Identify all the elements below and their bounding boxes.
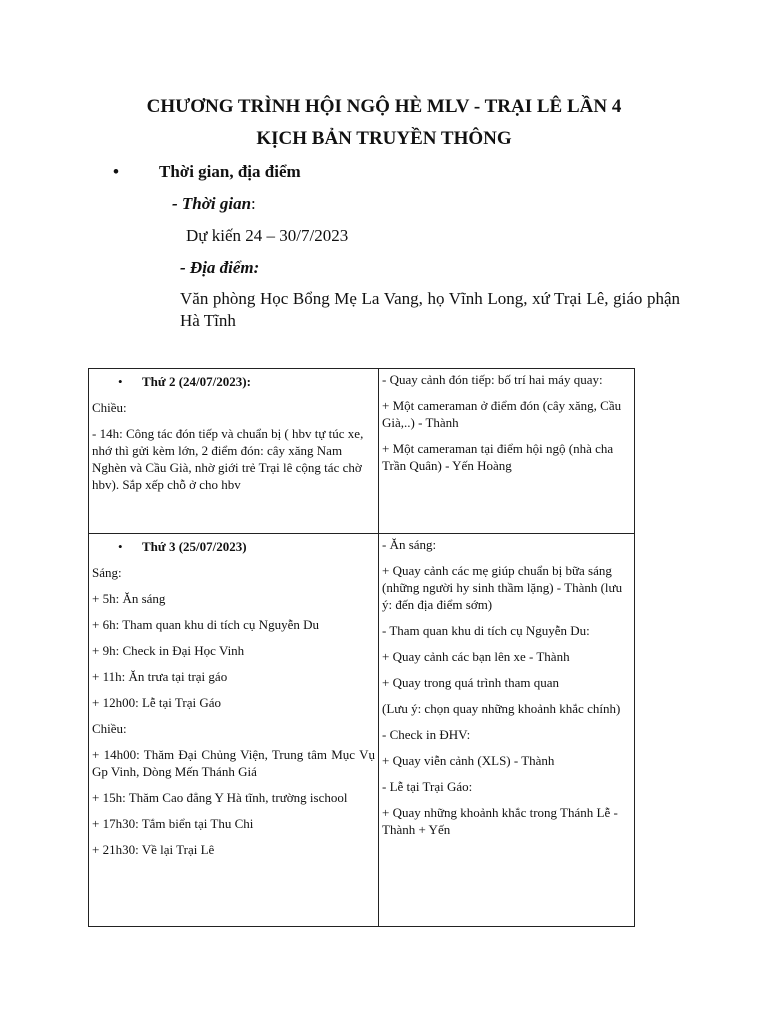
time-colon: : bbox=[251, 194, 256, 213]
media-plan-cell bbox=[379, 534, 635, 927]
document-title: CHƯƠNG TRÌNH HỘI NGỘ HÈ MLV - TRẠI LÊ LẦN 4 bbox=[146, 96, 622, 117]
day-heading-text: Thứ 3 (25/07/2023) bbox=[142, 539, 247, 554]
list-item: - Tham quan khu di tích cụ Nguyễn Du: bbox=[382, 623, 590, 638]
bullet-icon: • bbox=[118, 539, 123, 554]
list-item: Chiều: bbox=[92, 721, 127, 736]
list-item: + Quay trong quá trình tham quan bbox=[382, 675, 560, 690]
list-item: - Ăn sáng: bbox=[382, 537, 437, 552]
list-item: + 14h00: Thăm Đại Chủng Viện, Trung tâm Mục Vụ Gp Vinh, Dòng Mến Thánh Giá bbox=[92, 747, 375, 779]
list-item: - 14h: Công tác đón tiếp và chuẩn bị ( hbv tự túc xe, nhớ thì gửi kèm lớn, 2 điểm đón: cây xăng Nam Nghèn và Cầu Già, nhờ giới trẻ Trại lê cộng tác chờ hbv). Sắp xếp chỗ ở cho hbv bbox=[92, 426, 364, 492]
list-item: - Lễ tại Trại Gáo: bbox=[382, 779, 473, 794]
place-value: Văn phòng Học Bổng Mẹ La Vang, họ Vĩnh Long, xứ Trại Lê, giáo phận Hà Tĩnh bbox=[180, 289, 680, 330]
schedule-table bbox=[88, 368, 635, 927]
day-heading bbox=[92, 538, 375, 555]
list-item: Chiều: bbox=[92, 400, 127, 415]
document-subtitle: KỊCH BẢN TRUYỀN THÔNG bbox=[256, 128, 512, 149]
list-item: (Lưu ý: chọn quay những khoảnh khắc chính) bbox=[382, 701, 621, 716]
list-item: + 21h30: Về lại Trại Lê bbox=[92, 842, 215, 857]
list-item: + 9h: Check in Đại Học Vinh bbox=[92, 643, 245, 658]
list-item: + Quay cảnh các mẹ giúp chuẩn bị bữa sáng (những người hy sinh thầm lặng) - Thành (lưu ý: đến địa điểm sớm) bbox=[382, 563, 623, 612]
list-item: - Check in ĐHV: bbox=[382, 727, 471, 742]
list-item: + 12h00: Lễ tại Trại Gáo bbox=[92, 695, 222, 710]
list-item: - Quay cảnh đón tiếp: bố trí hai máy quay: bbox=[382, 372, 603, 387]
day-heading bbox=[92, 373, 375, 390]
activity-cell bbox=[89, 534, 379, 927]
activity-cell bbox=[89, 369, 379, 534]
list-item: + 5h: Ăn sáng bbox=[92, 591, 166, 606]
time-label: - Thời gian bbox=[172, 194, 252, 213]
day-heading-text: Thứ 2 (24/07/2023): bbox=[142, 374, 251, 389]
list-item: + Quay viễn cảnh (XLS) - Thành bbox=[382, 753, 555, 768]
list-item: + Quay những khoảnh khắc trong Thánh Lễ - Thành + Yến bbox=[382, 805, 618, 837]
section-heading-text: Thời gian, địa điểm bbox=[159, 162, 301, 181]
list-item: + 15h: Thăm Cao đẳng Y Hà tĩnh, trường ischool bbox=[92, 790, 348, 805]
table-row bbox=[89, 369, 635, 534]
table-row bbox=[89, 534, 635, 927]
place-label: - Địa điểm: bbox=[180, 258, 260, 277]
time-label-line bbox=[172, 194, 256, 214]
time-value: Dự kiến 24 – 30/7/2023 bbox=[186, 226, 349, 245]
list-item: + Một cameraman tại điểm hội ngộ (nhà cha Trần Quân) - Yến Hoàng bbox=[382, 441, 614, 473]
list-item: + Một cameraman ở điểm đón (cây xăng, Cầu Già,..) - Thành bbox=[382, 398, 622, 430]
list-item: + 17h30: Tắm biển tại Thu Chi bbox=[92, 816, 254, 831]
list-item: + 6h: Tham quan khu di tích cụ Nguyễn Du bbox=[92, 617, 319, 632]
bullet-icon: • bbox=[113, 162, 119, 181]
media-plan-cell bbox=[379, 369, 635, 534]
list-item: + 11h: Ăn trưa tại trại gáo bbox=[92, 669, 228, 684]
list-item: + Quay cảnh các bạn lên xe - Thành bbox=[382, 649, 570, 664]
list-item: Sáng: bbox=[92, 565, 122, 580]
bullet-icon: • bbox=[118, 374, 123, 389]
